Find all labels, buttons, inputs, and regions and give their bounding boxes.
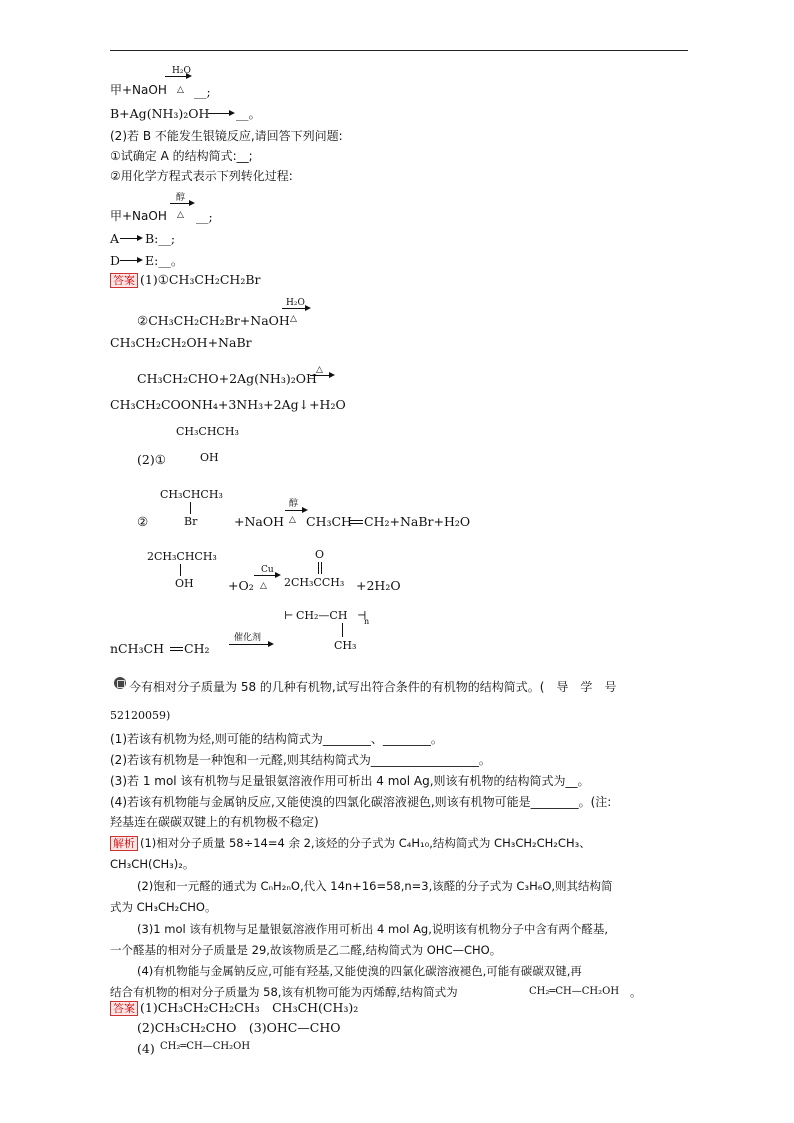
structure-oh: OH	[175, 577, 194, 590]
bond-vertical	[180, 564, 181, 576]
question-stem: 今有相对分子质量为 58 的几种有机物,试写出符合条件的有机物的结构简式。( 导 学 号	[129, 680, 617, 694]
blank: __。	[236, 106, 262, 121]
header-rule	[110, 50, 688, 51]
monomer: nCH₃CH	[110, 641, 164, 656]
reaction-heat: △	[177, 85, 184, 95]
arrow-head	[329, 372, 335, 378]
analysis-1: (1)相对分子质量 58÷14=4 余 2,该烃的分子式为 C₄H₁₀,结构简式为 CH₃CH₂CH₂CH₃、	[140, 836, 591, 850]
reaction-condition: H₂O	[172, 66, 191, 76]
question-4-4-note: 羟基连在碳碳双键上的有机物极不稳定)	[110, 815, 319, 829]
line-jia-naoh-2: 甲+NaOH	[110, 209, 167, 223]
double-bond	[350, 520, 363, 521]
arrow-line	[229, 644, 269, 645]
analysis-4b: 结合有机物的相对分子质量为 58,该有机物可能为丙烯醇,结构简式为	[110, 985, 458, 999]
question-2-2: ②用化学方程式表示下列转化过程:	[110, 169, 293, 183]
line-d-e-label: D	[110, 253, 121, 268]
polymer-ch3: CH₃	[334, 639, 357, 652]
answer-1-2-product: CH₃CH₂CH₂OH+NaBr	[110, 335, 252, 350]
product-water: +2H₂O	[356, 578, 401, 593]
analysis-2: (2)饱和一元醛的通式为 CₙH₂ₙO,代入 14n+16=58,n=3,该醛的分子式为 C₃H₆O,则其结构简	[137, 879, 613, 893]
answer-tag: 答案	[110, 1001, 138, 1016]
analysis-tag: 解析	[110, 836, 138, 851]
analysis-3b: 一个醛基的相对分子质量是 29,故该物质是乙二醛,结构简式为 OHC—CHO。	[110, 943, 502, 957]
arrow-head	[305, 305, 311, 311]
analysis-2b: 式为 CH₃CH₂CHO。	[110, 900, 217, 914]
blank: __;	[194, 84, 211, 99]
answer-2-2: (2)CH₃CH₂CHO (3)OHC—CHO	[137, 1020, 341, 1035]
product-rest: CH₂+NaBr+H₂O	[364, 514, 471, 529]
structure-top: 2CH₃CHCH₃	[147, 550, 217, 563]
question-stem-id: 52120059)	[110, 709, 171, 722]
arrow-line	[120, 260, 138, 261]
question-4-4: (4)若该有机物能与金属钠反应,又能使溴的四氯化碳溶液褪色,则该有机物可能是________。(注:	[110, 795, 612, 809]
reaction-condition: 醇	[289, 499, 299, 509]
question-4-2: (2)若该有机物是一种饱和一元醛,则其结构简式为__________________。	[110, 753, 491, 767]
question-2-1: ①试确定 A 的结构简式:__;	[110, 149, 253, 163]
reaction-condition: Cu	[261, 565, 274, 575]
reagent: +NaOH	[234, 514, 285, 529]
arrow-head	[137, 257, 143, 263]
structure-br: Br	[184, 515, 198, 528]
arrow-head	[189, 200, 195, 206]
analysis-1b: CH₃CH(CH₃)₂。	[110, 857, 195, 871]
answer-1-3: CH₃CH₂CHO+2Ag(NH₃)₂OH	[137, 371, 317, 386]
arrow-line	[120, 238, 138, 239]
double-bond	[170, 650, 183, 651]
answer-2-1-label: (2)①	[137, 452, 166, 467]
arrow-head	[186, 73, 192, 79]
answer-2-line-1	[110, 1000, 358, 1016]
line-a-b: B:__;	[145, 231, 176, 246]
answer-tag: 答案	[110, 273, 138, 288]
analysis-4: (4)有机物能与金属钠反应,可能有羟基,又能使溴的四氯化碳溶液褪色,可能有碳碳双键,再	[137, 964, 582, 978]
arrow-head	[268, 641, 274, 647]
double-bond-vertical	[321, 562, 322, 574]
analysis-4-period: 。	[630, 985, 642, 999]
product: 2CH₃CCH₃	[284, 576, 345, 589]
arrow-head	[275, 572, 281, 578]
analysis-line-1	[110, 835, 591, 851]
answer-2-3-formula: CH₂═CH—CH₂OH	[160, 1041, 251, 1052]
reaction-heat: △	[260, 581, 267, 591]
line-jia-naoh: 甲+NaOH	[110, 83, 167, 97]
reaction-condition: 醇	[176, 193, 186, 203]
arrow-line	[282, 308, 306, 309]
answer-2-2-label: ②	[137, 514, 149, 529]
double-bond-vertical	[318, 562, 319, 574]
reagent: +O₂	[228, 578, 254, 593]
arrow-head	[229, 110, 235, 116]
monomer-rest: CH₂	[184, 641, 210, 656]
arrow-line	[285, 510, 303, 511]
answer-1-2: ②CH₃CH₂CH₂Br+NaOH	[137, 313, 290, 328]
arrow-line	[165, 76, 187, 77]
arrow-line	[254, 575, 276, 576]
polymer-chain: CH₂—CH	[296, 609, 348, 622]
catalyst-label: 催化剂	[234, 633, 262, 643]
blank: __;	[196, 209, 213, 224]
double-bond	[170, 647, 183, 648]
line-b-silver: B+Ag(NH₃)₂OH	[110, 106, 210, 121]
structure-oh: OH	[200, 451, 219, 464]
structure-o: O	[315, 548, 325, 561]
reaction-heat: △	[316, 365, 323, 375]
analysis-4-formula: CH₂═CH—CH₂OH	[529, 986, 620, 997]
polymer-left-bracket: ⊢	[284, 609, 294, 622]
reaction-heat: △	[289, 515, 296, 525]
answer-1-line-1	[110, 272, 261, 288]
answer-1-1: (1)①CH₃CH₂CH₂Br	[140, 272, 261, 287]
polymer-n: n	[364, 617, 370, 626]
arrow-line	[208, 113, 230, 114]
polymer-right-bracket: ⊣	[357, 609, 367, 622]
bond-vertical	[342, 623, 343, 637]
double-bond	[350, 523, 363, 524]
reaction-heat: △	[290, 314, 297, 324]
question-2: (2)若 B 不能发生银镜反应,请回答下列问题:	[110, 129, 343, 143]
arrow-head	[302, 507, 308, 513]
line-a-b-label: A	[110, 231, 120, 246]
reaction-condition: H₂O	[286, 298, 305, 308]
answer-2-3-label: (4)	[137, 1041, 155, 1056]
line-d-e: E:__。	[145, 253, 184, 268]
reaction-heat: △	[177, 210, 184, 220]
structure-top: CH₃CHCH₃	[176, 425, 239, 438]
arrow-head	[137, 235, 143, 241]
question-4-3: (3)若 1 mol 该有机物与足量银氨溶液作用可析出 4 mol Ag,则该有机物的结构简式为__。	[110, 774, 590, 788]
answer-2-1: (1)CH₃CH₂CH₂CH₃ CH₃CH(CH₃)₂	[140, 1000, 359, 1015]
product: CH₃CH	[306, 514, 352, 529]
analysis-3: (3)1 mol 该有机物与足量银氨溶液作用可析出 4 mol Ag,说明该有机物分子中含有两个醛基,	[137, 922, 609, 936]
arrow-line	[170, 203, 190, 204]
answer-1-3-product: CH₃CH₂COONH₄+3NH₃+2Ag↓+H₂O	[110, 397, 346, 412]
question-4-1: (1)若该有机物为烃,则可能的结构简式为________、________。	[110, 732, 443, 746]
structure-top: CH₃CHCH₃	[160, 488, 223, 501]
question-badge-icon	[114, 677, 126, 689]
bond-vertical	[190, 502, 191, 514]
